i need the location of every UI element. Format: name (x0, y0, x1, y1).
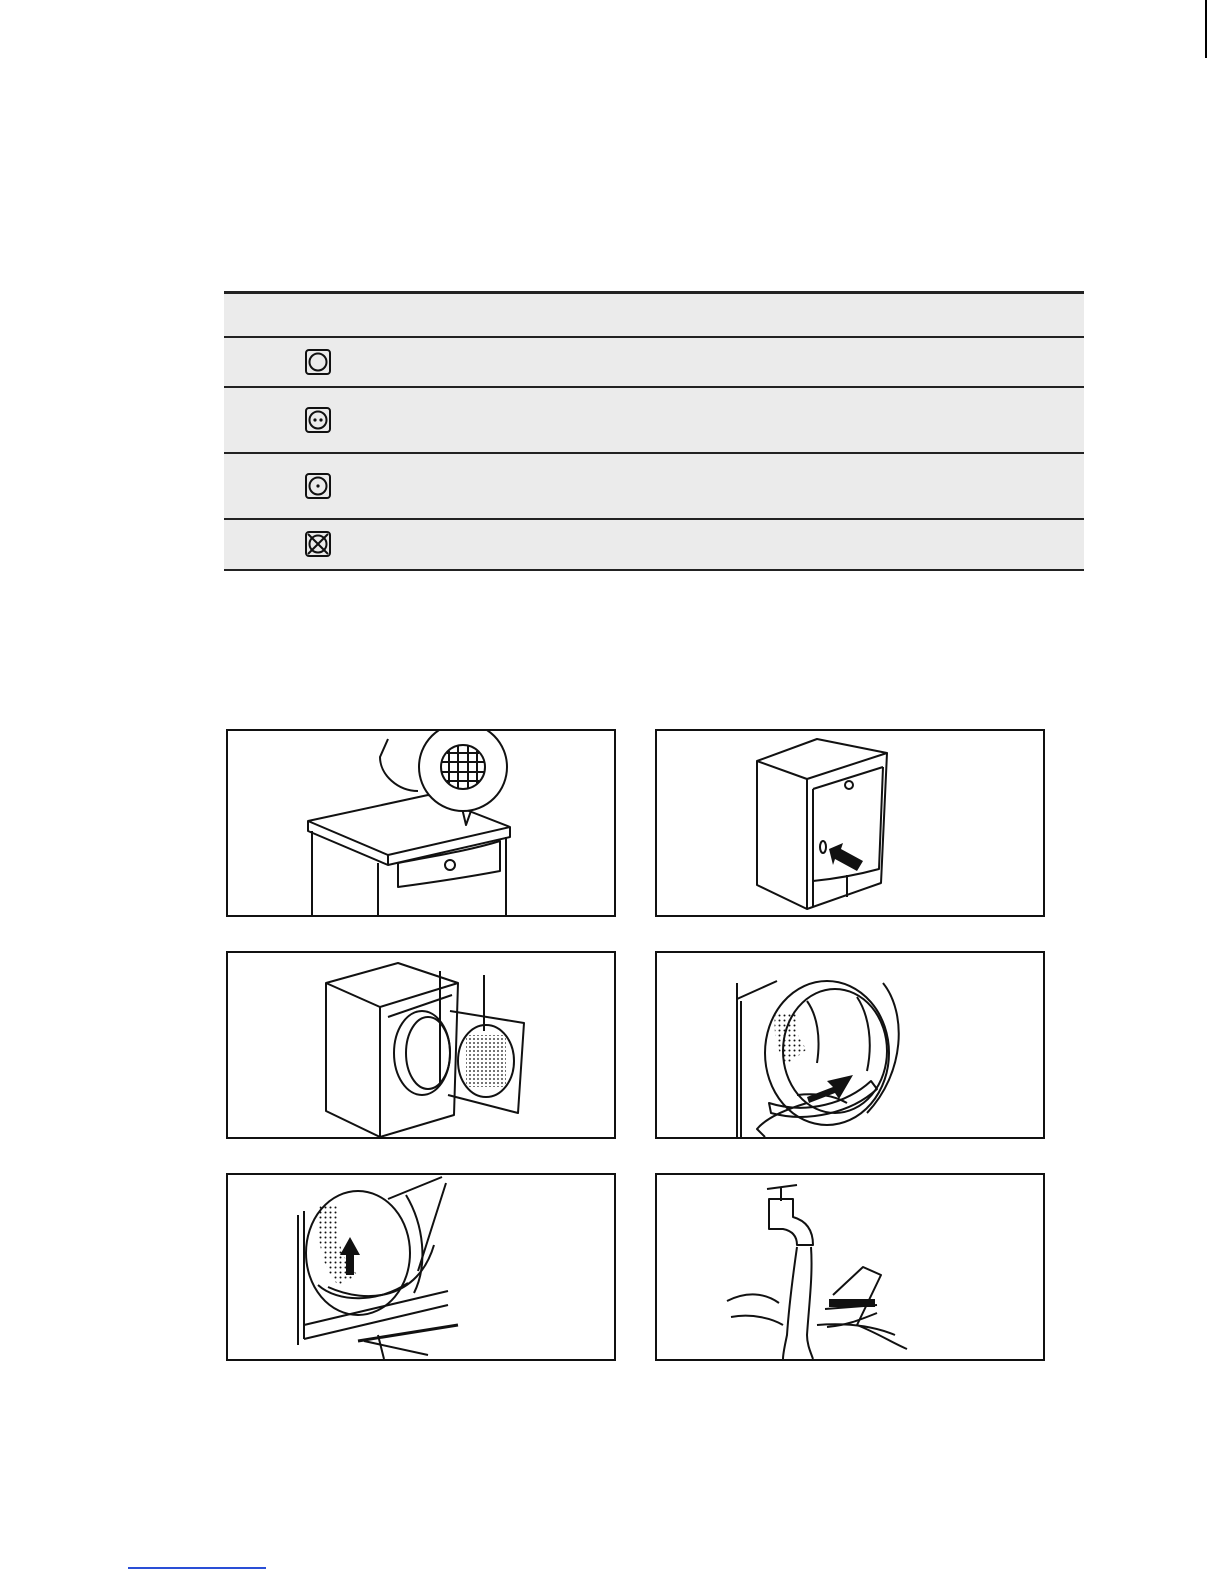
illustration-open-door (655, 729, 1045, 917)
footer-link-underline (128, 1567, 266, 1569)
illustration-rinse-filter (655, 1173, 1045, 1361)
illustration-filter-indicator (226, 729, 616, 917)
dryer-door-open-drawing (228, 953, 614, 1137)
tumble-dry-low-heat-icon (304, 472, 332, 500)
pull-filter-drawing (657, 953, 1043, 1137)
illustration-filter-locations (226, 951, 616, 1139)
dryer-filter-indicator-drawing (228, 731, 614, 915)
lift-filter-drawing (228, 1175, 614, 1359)
illustration-pull-out-filter (655, 951, 1045, 1139)
table-row (224, 454, 1084, 520)
care-symbol-table (224, 291, 1084, 571)
illustration-lift-filter (226, 1173, 616, 1361)
dryer-open-door-drawing (657, 731, 1043, 915)
table-row (224, 388, 1084, 454)
margin-rule (1205, 0, 1207, 58)
do-not-tumble-dry-icon (304, 530, 332, 558)
table-header (224, 291, 1084, 338)
table-row (224, 338, 1084, 388)
rinse-filter-drawing (657, 1175, 1043, 1359)
tumble-dry-high-heat-icon (304, 406, 332, 434)
tumble-dry-normal-icon (304, 348, 332, 376)
table-row (224, 520, 1084, 571)
